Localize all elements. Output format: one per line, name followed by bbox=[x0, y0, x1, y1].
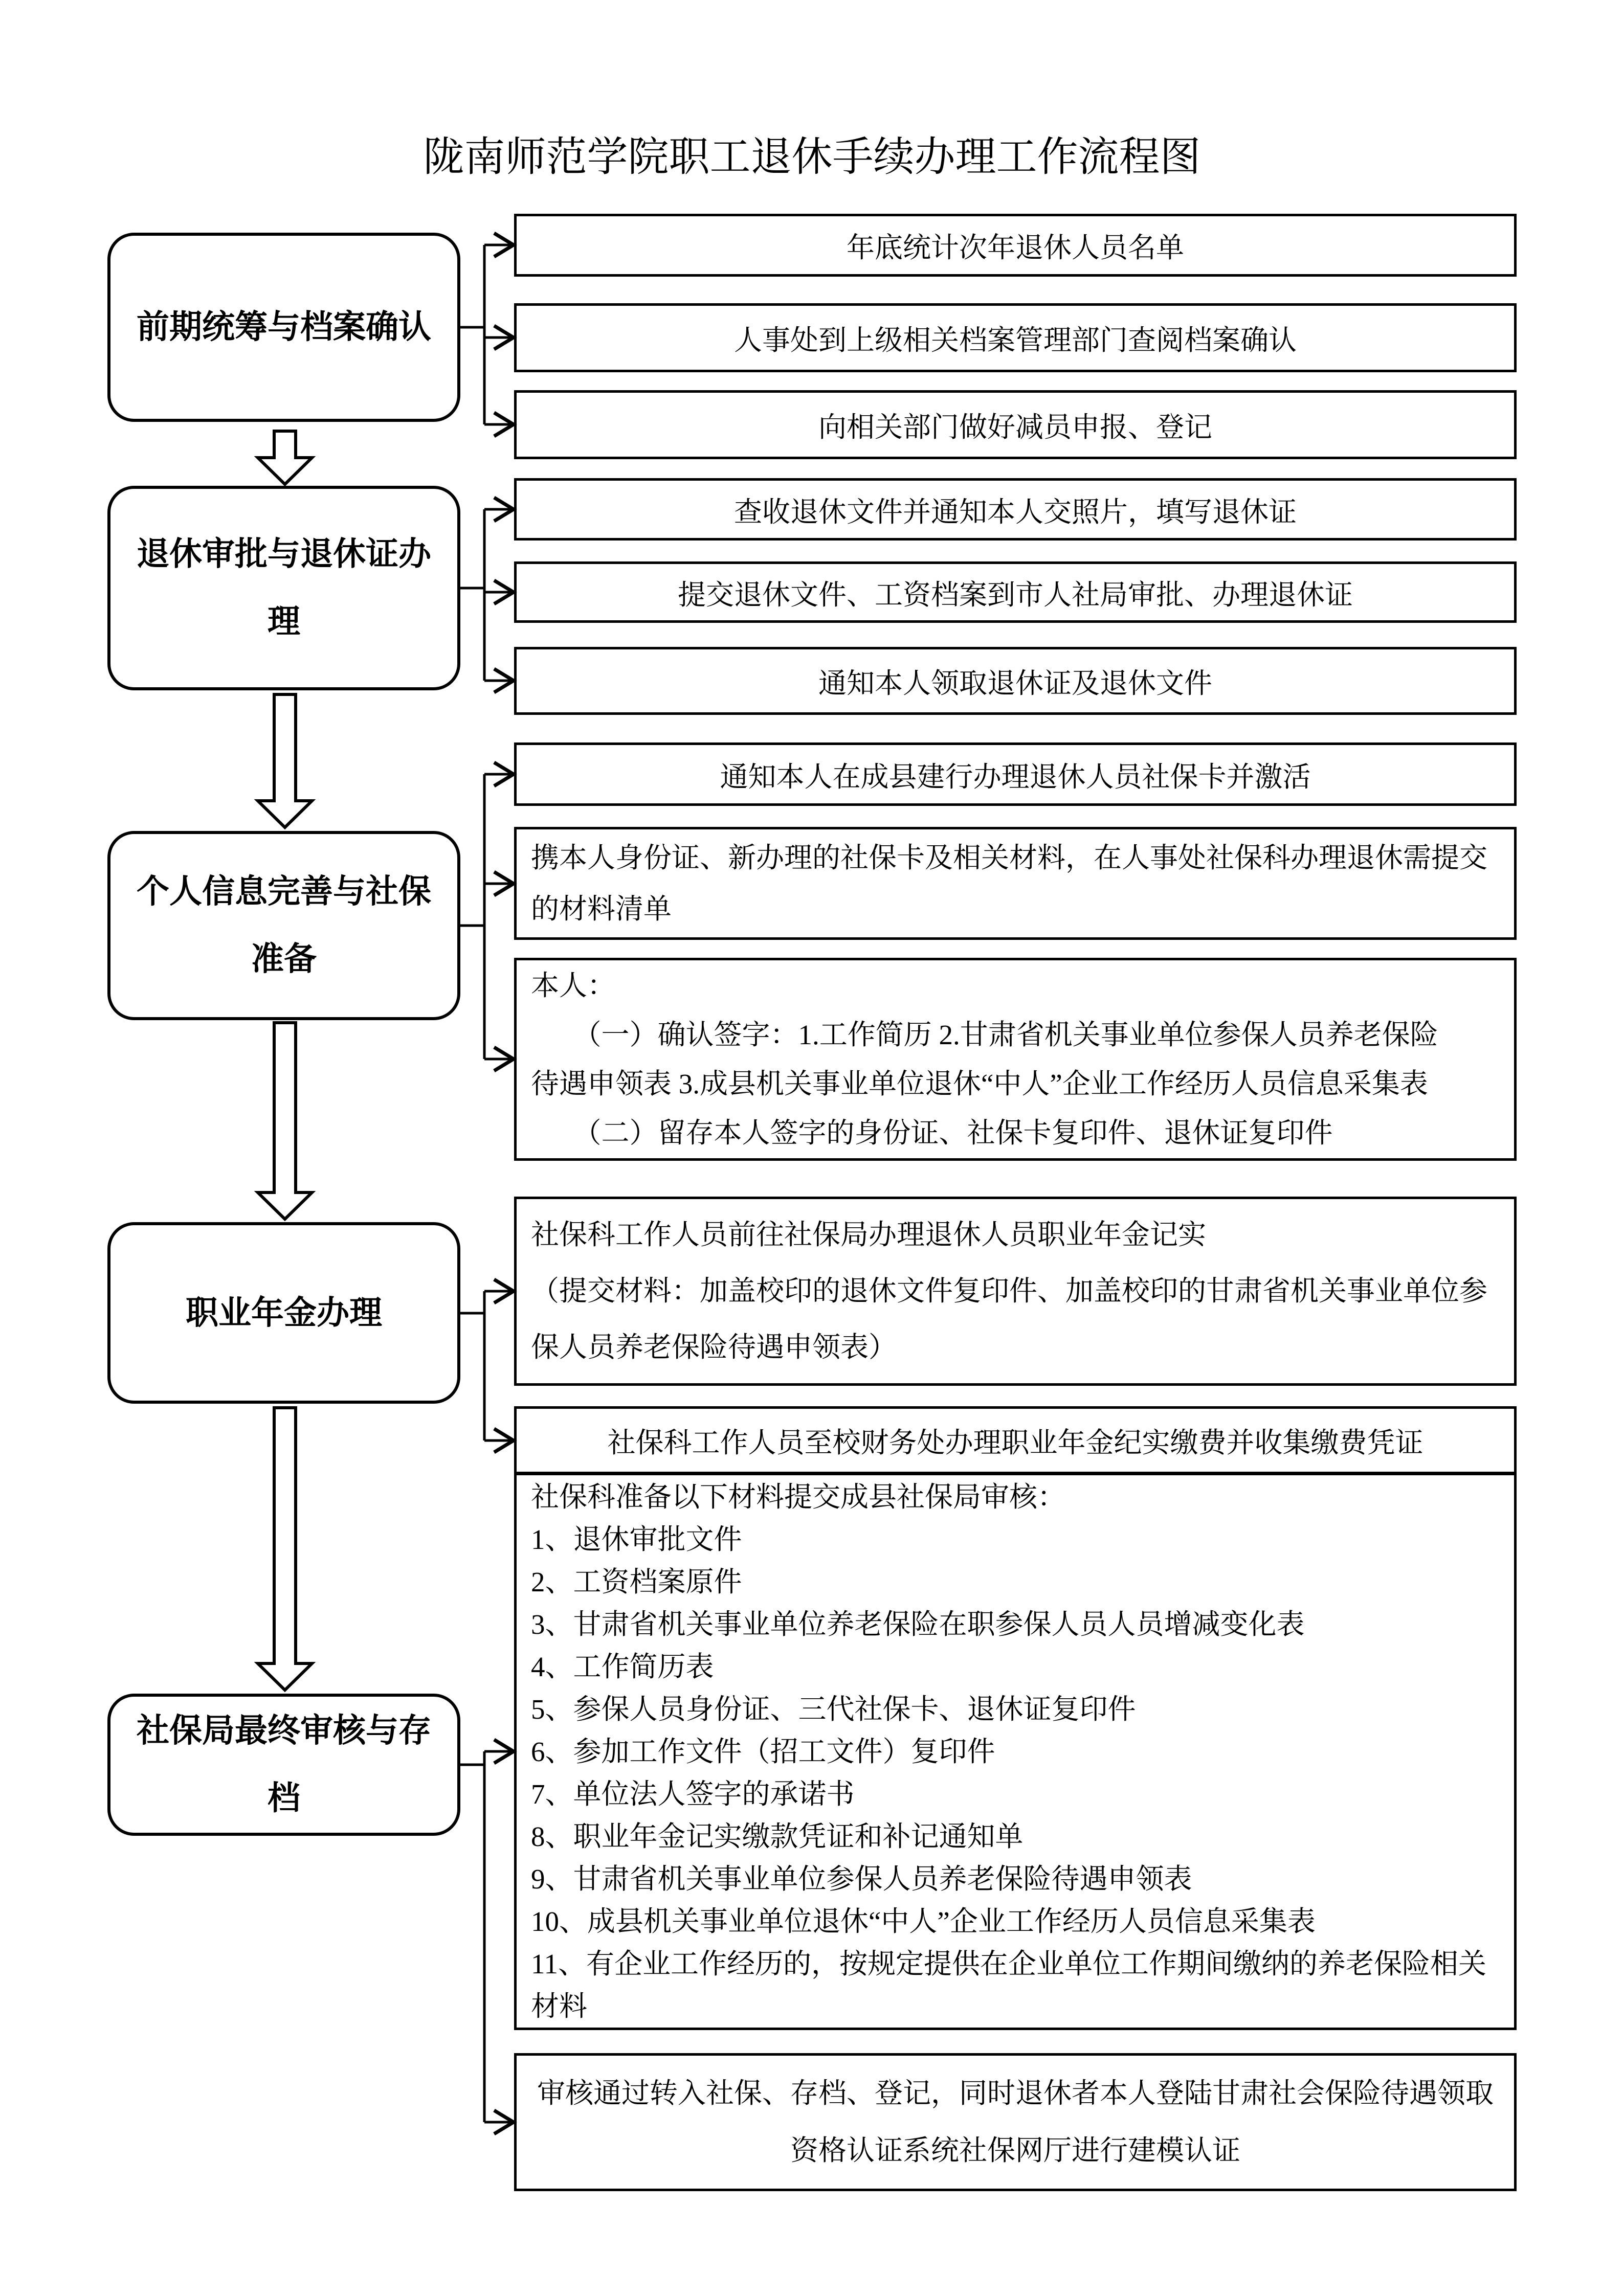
detail-text: 社保科工作人员至校财务处办理职业年金纪实缴费并收集缴费凭证 bbox=[607, 1427, 1423, 1458]
detail-box bbox=[514, 742, 1517, 806]
down-arrow-icon bbox=[258, 1023, 312, 1219]
detail-text: 社保科工作人员前往社保局办理退休人员职业年金记实 bbox=[531, 1219, 1207, 1250]
detail-text: 提交退休文件、工资档案到市人社局审批、办理退休证 bbox=[677, 579, 1353, 611]
detail-box bbox=[514, 1406, 1517, 1474]
detail-text: 审核通过转入社保、存档、登记，同时退休者本人登陆甘肃社会保险待遇领取 bbox=[537, 2078, 1494, 2109]
detail-box bbox=[514, 478, 1517, 541]
detail-text: （二）留存本人签字的身份证、社保卡复印件、退休证复印件 bbox=[531, 1117, 1333, 1149]
stage-label: 退休审批与退休证办理 bbox=[137, 536, 431, 640]
stage-node-annuity bbox=[107, 1222, 460, 1404]
detail-text: 4、工作简历表 bbox=[531, 1651, 714, 1682]
detail-box bbox=[514, 1197, 1517, 1386]
detail-text: 本人： bbox=[531, 970, 616, 1001]
down-arrow-icon bbox=[258, 694, 312, 827]
detail-text: 9、甘肃省机关事业单位参保人员养老保险待遇申领表 bbox=[531, 1863, 1192, 1895]
stage-node-final-review bbox=[107, 1694, 460, 1836]
arrowhead-icon bbox=[494, 413, 514, 436]
detail-text: 7、单位法人签字的承诺书 bbox=[531, 1778, 855, 1810]
detail-text: 8、职业年金记实缴款凭证和补记通知单 bbox=[531, 1820, 1024, 1852]
detail-text: 5、参保人员身份证、三代社保卡、退休证复印件 bbox=[531, 1693, 1136, 1725]
stage-label: 个人信息完善与社保准备 bbox=[137, 873, 431, 977]
detail-text: 通知本人在成县建行办理退休人员社保卡并激活 bbox=[720, 761, 1311, 793]
down-arrow-icon bbox=[258, 1408, 312, 1690]
detail-text: 年底统计次年退休人员名单 bbox=[846, 232, 1184, 263]
arrowhead-icon bbox=[494, 1429, 514, 1452]
detail-text: 3、甘肃省机关事业单位养老保险在职参保人员人员增减变化表 bbox=[531, 1608, 1305, 1640]
detail-box bbox=[514, 390, 1517, 459]
detail-box bbox=[514, 958, 1517, 1161]
stage-label: 前期统筹与档案确认 bbox=[137, 309, 431, 345]
detail-text: 待遇申领表 3.成县机关事业单位退休“中人”企业工作经历人员信息采集表 bbox=[531, 1068, 1428, 1099]
arrowhead-icon bbox=[494, 872, 514, 895]
detail-box bbox=[514, 303, 1517, 372]
detail-box bbox=[514, 827, 1517, 940]
detail-text: 通知本人领取退休证及退休文件 bbox=[818, 668, 1212, 699]
detail-text: （一）确认签字：1.工作简历 2.甘肃省机关事业单位参保人员养老保险 bbox=[531, 1019, 1438, 1050]
detail-box bbox=[514, 1473, 1517, 2030]
detail-text: 向相关部门做好减员申报、登记 bbox=[818, 412, 1212, 443]
detail-text: 6、参加工作文件（招工文件）复印件 bbox=[531, 1736, 995, 1767]
detail-text: 携本人身份证、新办理的社保卡及相关材料，在人事处社保科办理退休需提交 bbox=[531, 842, 1488, 873]
arrowhead-icon bbox=[494, 326, 514, 349]
stage-label: 职业年金办理 bbox=[186, 1294, 382, 1331]
down-arrow-icon bbox=[258, 431, 312, 484]
stage-node-approval bbox=[107, 486, 460, 690]
page-title: 陇南师范学院职工退休手续办理工作流程图 bbox=[423, 135, 1201, 180]
branch-connectors bbox=[460, 245, 511, 2122]
detail-text: 人事处到上级相关档案管理部门查阅档案确认 bbox=[733, 325, 1297, 356]
detail-text: 资格认证系统社保网厅进行建模认证 bbox=[790, 2135, 1240, 2166]
detail-text: 的材料清单 bbox=[531, 893, 672, 925]
arrowhead-icons bbox=[494, 233, 514, 2134]
detail-box bbox=[514, 2053, 1517, 2191]
arrowhead-icon bbox=[494, 762, 514, 786]
arrowhead-icon bbox=[494, 1740, 514, 1763]
stage-node-personal-info bbox=[107, 831, 460, 1020]
detail-text: 保人员养老保险待遇申领表） bbox=[531, 1332, 897, 1363]
stage-node-preparation bbox=[107, 233, 460, 422]
detail-text: 10、成县机关事业单位退休“中人”企业工作经历人员信息采集表 bbox=[531, 1905, 1316, 1937]
detail-text: 材料 bbox=[531, 1990, 588, 2022]
detail-text: 社保科准备以下材料提交成县社保局审核： bbox=[531, 1481, 1066, 1513]
arrowhead-icon bbox=[494, 1279, 514, 1303]
detail-box bbox=[514, 214, 1517, 277]
detail-text: （提交材料：加盖校印的退休文件复印件、加盖校印的甘肃省机关事业单位参 bbox=[531, 1275, 1488, 1307]
arrowhead-icon bbox=[494, 498, 514, 521]
detail-text: 1、退休审批文件 bbox=[531, 1523, 742, 1555]
detail-box bbox=[514, 561, 1517, 623]
arrowhead-icon bbox=[494, 1047, 514, 1071]
arrowhead-icon bbox=[494, 580, 514, 604]
arrowhead-icon bbox=[494, 233, 514, 257]
stage-label: 社保局最终审核与存档 bbox=[137, 1713, 431, 1816]
detail-text: 11、有企业工作经历的，按规定提供在企业单位工作期间缴纳的养老保险相关 bbox=[531, 1948, 1486, 1979]
detail-text: 2、工资档案原件 bbox=[531, 1566, 742, 1597]
detail-text: 查收退休文件并通知本人交照片，填写退休证 bbox=[733, 496, 1297, 528]
arrowhead-icon bbox=[494, 669, 514, 692]
detail-box bbox=[514, 647, 1517, 715]
arrowhead-icon bbox=[494, 2110, 514, 2134]
